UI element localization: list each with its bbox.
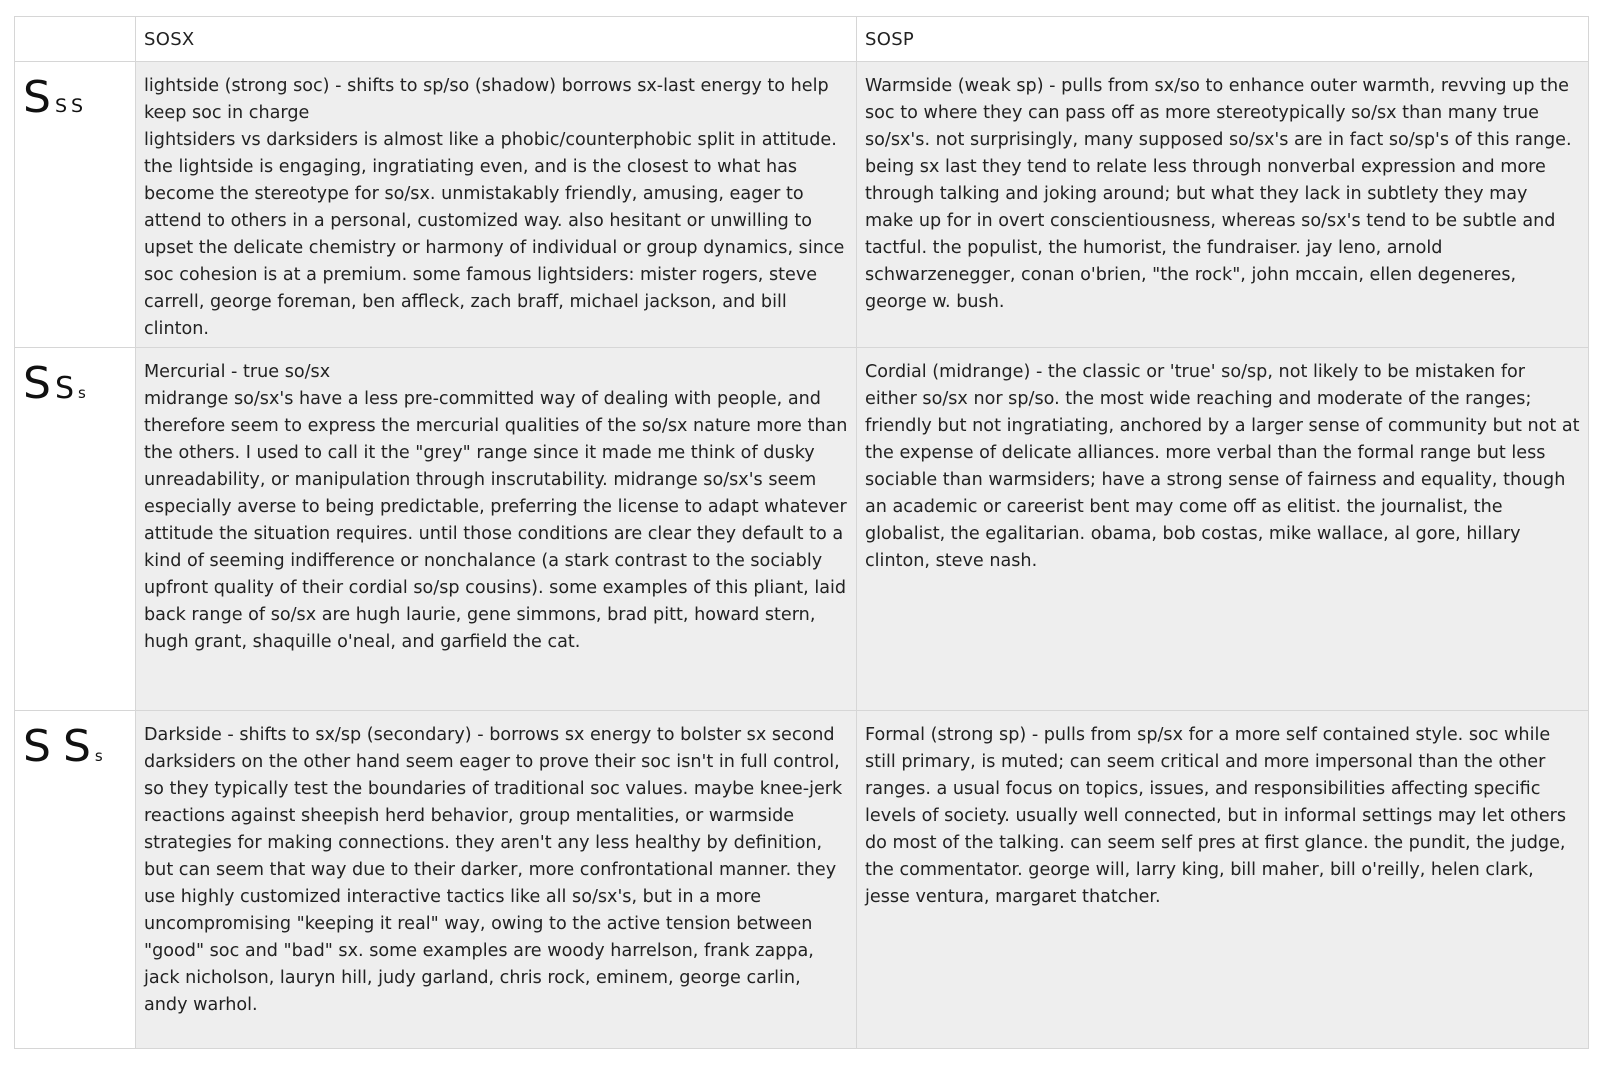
cell-text: Cordial (midrange) - the classic or 'true' so/sp, not likely to be mistaken for either so/sx nor sp/so. the most wide reaching and moderate of the ranges; friendly but not ingratiating, anchored by a larger sense of community but not at the expense of delicate alliances. more verbal than the formal range but less sociable than warmsiders; have a strong sense of fairness and equality, though an academic or careerist bent may come off as elitist. the journalist, the globalist, the egalitarian. obama, bob costas, mike wallace, al gore, hillary clinton, steve nash. <box>865 362 1586 571</box>
cell-sosp-formal <box>857 711 1589 1049</box>
glyph-medium: S <box>54 371 74 406</box>
table-row <box>15 348 1589 711</box>
cell-text: Warmside (weak sp) - pulls from sx/so to enhance outer warmth, revving up the soc to where they can pass off as more stereotypically so/sx than many true so/sx's. not surprisingly, many supposed so/sx's are in fact so/sp's of this range. being sx last they tend to relate less through nonverbal expression and more through talking and joking around; but what they lack in subtlety they may make up for in overt conscientiousness, whereas so/sx's tend to be subtle and tactful. the populist, the humorist, the fundraiser. jay leno, arnold schwarzenegger, conan o'brien, "the rock", john mccain, ellen degeneres, george w. bush. <box>865 76 1578 312</box>
glyph-large: S <box>23 358 51 409</box>
glyph-small: S <box>54 95 67 117</box>
cell-sosp-cordial <box>857 348 1589 711</box>
comparison-table <box>14 16 1589 1049</box>
glyph-large: S <box>23 721 51 772</box>
glyph-small: s <box>77 384 86 402</box>
row-label-lightside <box>15 62 136 348</box>
glyph-small: s <box>94 747 103 765</box>
cell-sosx-mercurial <box>136 348 857 711</box>
header-cell-sosp: SOSP <box>857 17 1589 62</box>
cell-text: Mercurial - true so/sx midrange so/sx's have a less pre-committed way of dealing with people, and therefore seem to express the mercurial qualities of the so/sx nature more than the others. I used to call it the "grey" range since it made me think of dusky unreadability, or manipulation through inscrutability. midrange so/sx's seem especially averse to being predictable, preferring the license to adapt whatever attitude the situation requires. until those conditions are clear they default to a kind of seeming indifference or nonchalance (a stark contrast to the sociably upfront quality of their cordial so/sp cousins). some examples of this pliant, laid back range of so/sx are hugh laurie, gene simmons, brad pitt, howard stern, hugh grant, shaquille o'neal, and garfield the cat. <box>144 362 848 652</box>
cell-text: lightside (strong soc) - shifts to sp/so (shadow) borrows sx-last energy to help keep soc in charge lightsiders vs darksiders is almost like a phobic/counterphobic split in attitude. the lightside is engaging, ingratiating even, and is the closest to what has become the stereotype for so/sx. unmistakably friendly, amusing, eager to attend to others in a personal, customized way. also hesitant or unwilling to upset the delicate chemistry or harmony of individual or group dynamics, since soc cohesion is at a premium. some famous lightsiders: mister rogers, steve carrell, george foreman, ben affleck, zach braff, michael jackson, and bill clinton. <box>144 76 845 339</box>
cell-text: Darkside - shifts to sx/sp (secondary) - borrows sx energy to bolster sx second darksiders on the other hand seem eager to prove their soc isn't in full control, so they typically test the boundaries of traditional soc values. maybe knee-jerk reactions against sheepish herd behavior, group mentalities, or warmside strategies for making connections. they aren't any less healthy by definition, but can seem that way due to their darker, more confrontational manner. they use highly customized interactive tactics like all so/sx's, but in a more uncompromising "keeping it real" way, owing to the active tension between "good" soc and "bad" sx. some examples are woody harrelson, frank zappa, jack nicholson, lauryn hill, judy garland, chris rock, eminem, george carlin, andy warhol. <box>144 725 843 1015</box>
comparison-table-container <box>14 16 1588 1049</box>
glyph-large: S <box>62 721 91 772</box>
glyph-small: S <box>71 95 84 117</box>
cell-sosp-warmside <box>857 62 1589 348</box>
cell-text: Formal (strong sp) - pulls from sp/sx for a more self contained style. soc while still primary, is muted; can seem critical and more impersonal than the other ranges. a usual focus on topics, issues, and responsibilities affecting specific levels of society. usually well connected, but in informal settings may let others do most of the talking. can seem self pres at first glance. the pundit, the judge, the commentator. george will, larry king, bill maher, bill o'reilly, helen clark, jesse ventura, margaret thatcher. <box>865 725 1572 907</box>
header-cell-sosx: SOSX <box>136 17 857 62</box>
row-label-darkside <box>15 711 136 1049</box>
cell-sosx-darkside <box>136 711 857 1049</box>
header-cell-label <box>15 17 136 62</box>
row-label-midrange <box>15 348 136 711</box>
table-row <box>15 62 1589 348</box>
header-row <box>15 17 1589 62</box>
glyph-large: S <box>23 72 51 123</box>
table-row <box>15 711 1589 1049</box>
cell-sosx-lightside <box>136 62 857 348</box>
